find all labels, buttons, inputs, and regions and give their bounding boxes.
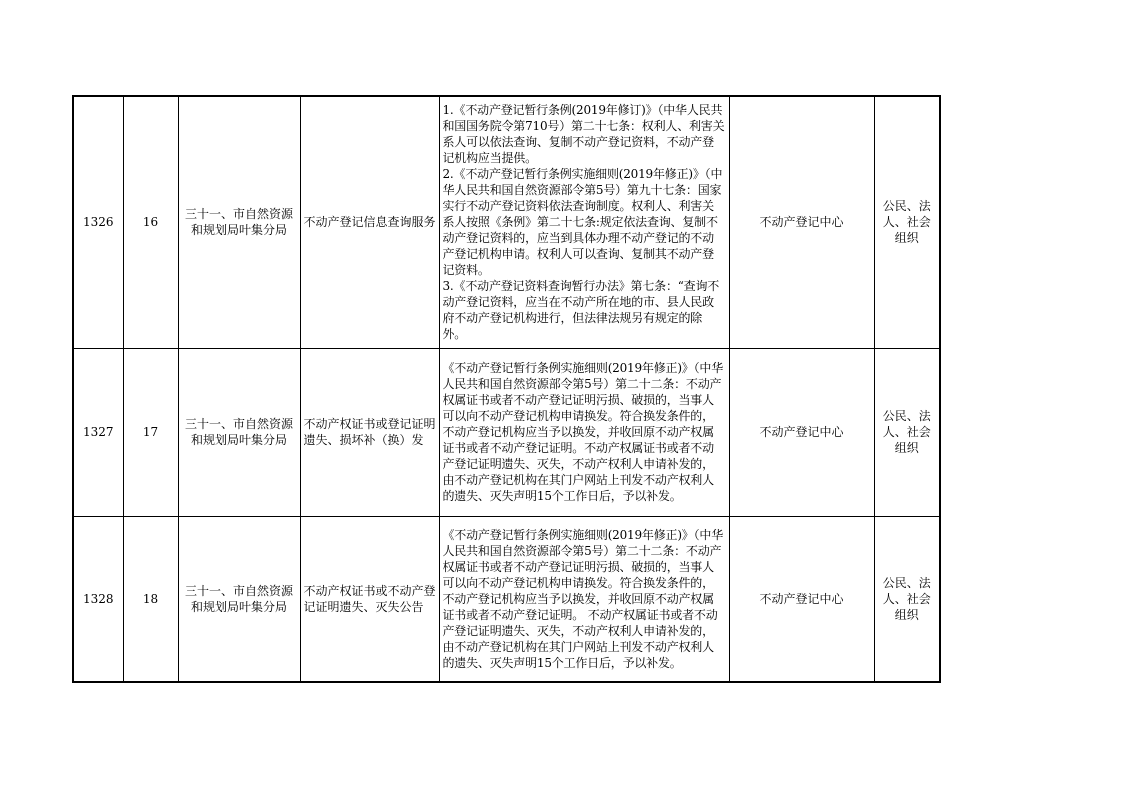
legal-basis-text: 《不动产登记暂行条例实施细则(2019年修正)》（中华人民共和国自然资源部令第5号）第二十二条：不动产权属证书或者不动产登记证明污损、破损的，当事人可以向不动产登记机构申请换发。符合换发条件的，不动产登记机构应当予以换发，并收回原不动产权属证书或者不动产登记证明。不动产权属证书或者不动产登记证明遗失、灭失，不动产权利人申请补发的，由不动产登记机构在其门户网站上刊发不动产权利人的遗失、灭失声明15个工作日后，予以补发。 [442,361,724,503]
department-cell: 三十一、市自然资源和规划局叶集分局 [178,348,300,516]
row-number: 1328 [73,516,123,682]
row-number: 1327 [73,348,123,516]
row-seq: 17 [123,348,178,516]
legal-basis-cell [439,96,729,348]
handling-unit-cell: 不动产登记中心 [729,96,874,348]
service-target-cell: 公民、法人、社会组织 [874,96,940,348]
legal-basis-text: 《不动产登记暂行条例实施细则(2019年修正)》（中华人民共和国自然资源部令第5号）第二十二条：不动产权属证书或者不动产登记证明污损、破损的，当事人可以向不动产登记机构申请换发。符合换发条件的，不动产登记机构应当予以换发，并收回原不动产权属证书或者不动产登记证明。 不动产权属证书或者不动产登记证明遗失、灭失，不动产权利人申请补发的，由不动产登记机构在其门户网站上刊发不动产权利人的遗失、灭失声明15个工作日后，予以补发。 [442,527,724,670]
row-seq: 16 [123,96,178,348]
table-row [73,348,940,516]
service-target-cell: 公民、法人、社会组织 [874,348,940,516]
service-target-cell: 公民、法人、社会组织 [874,516,940,682]
table-row [73,96,940,348]
row-seq: 18 [123,516,178,682]
service-item-cell: 不动产权证书或不动产登记证明遗失、灭失公告 [300,516,439,682]
legal-basis-text: 3.《不动产登记资料查询暂行办法》第七条：“查询不动产登记资料，应当在不动产所在地的市、县人民政府不动产登记机构进行，但法律法规另有规定的除外。 [442,279,720,342]
department-cell: 三十一、市自然资源和规划局叶集分局 [178,516,300,682]
legal-basis-text: 1.《不动产登记暂行条例(2019年修订)》（中华人民共和国国务院令第710号）第二十七条：权利人、利害关系人可以依法查询、复制不动产登记资料，不动产登记机构应当提供。 [442,103,725,166]
legal-basis-text: 2.《不动产登记暂行条例实施细则(2019年修正)》（中华人民共和国自然资源部令第5号）第九十七条：国家实行不动产登记资料依法查询制度。权利人、利害关系人按照《条例》第二十七条:规定依法查询、复制不动产登记资料的，应当到具体办理不动产登记的不动产登记机构申请。权利人可以查询、复制其不动产登记资料。 [442,167,723,278]
table-row [73,516,940,682]
legal-basis-cell [439,516,729,682]
service-list-table [72,95,941,683]
row-number: 1326 [73,96,123,348]
handling-unit-cell: 不动产登记中心 [729,348,874,516]
handling-unit-cell: 不动产登记中心 [729,516,874,682]
legal-basis-cell [439,348,729,516]
service-item-cell: 不动产登记信息查询服务 [300,96,439,348]
department-cell: 三十一、市自然资源和规划局叶集分局 [178,96,300,348]
service-item-cell: 不动产权证书或登记证明遗失、损坏补（换）发 [300,348,439,516]
